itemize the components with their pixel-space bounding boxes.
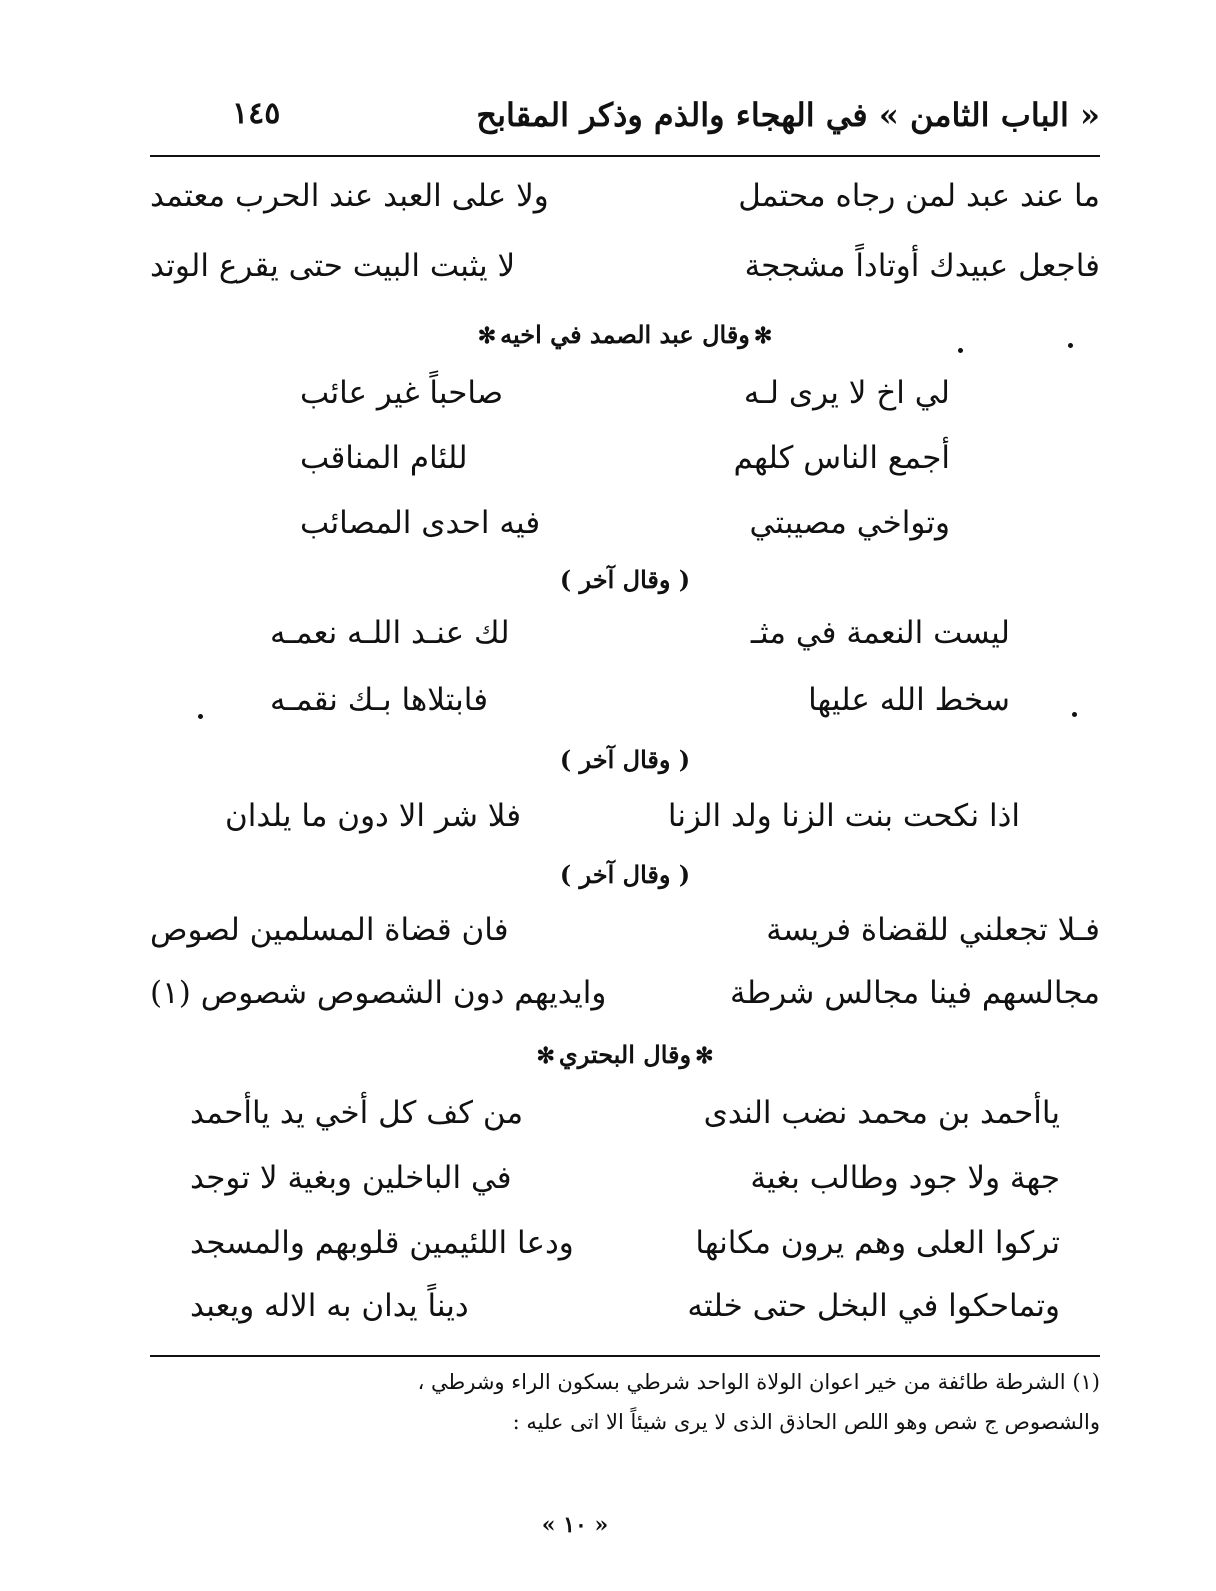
section-heading: [150, 1040, 1100, 1069]
verse-first-hemistich: مجالسهم فينا مجالس شرطة: [729, 975, 1100, 1011]
footnote-line: والشصوص ج شص وهو اللص الحاذق الذى لا يرى شيئاً الا اتى عليه :: [512, 1410, 1100, 1434]
verse-first-hemistich: جهة ولا جود وطالب بغية: [750, 1160, 1060, 1196]
print-speck: [1068, 343, 1073, 348]
asterisk-ornament-icon: ✻: [477, 323, 497, 349]
verse-first-hemistich: ما عند عبد لمن رجاه محتمل: [738, 178, 1100, 214]
verse-line: [150, 248, 1100, 308]
section-heading-text: ( وقال آخر ): [559, 860, 691, 889]
verse-second-hemistich: ودعا اللئيمين قلوبهم والمسجد: [190, 1225, 574, 1261]
asterisk-ornament-icon: ✻: [695, 1043, 714, 1069]
section-heading-text: ( وقال آخر ): [559, 565, 691, 594]
verse-first-hemistich: سخط الله عليها: [808, 682, 1010, 718]
verse-first-hemistich: وتواخي مصيبتي: [749, 505, 950, 541]
section-heading: [150, 565, 1100, 594]
verse-second-hemistich: فيه احدى المصائب: [300, 505, 541, 541]
verse-first-hemistich: فاجعل عبيدك أوتاداً مشججة: [744, 248, 1100, 284]
verse-second-hemistich: صاحباً غير عائب: [300, 375, 504, 411]
verse-line: [150, 178, 1100, 238]
verse-line: [150, 615, 1100, 675]
verse-second-hemistich: فان قضاة المسلمين لصوص: [150, 912, 509, 948]
verse-line: [150, 798, 1100, 858]
footnote-line: (١) الشرطة طائفة من خير اعوان الولاة الواحد شرطي بسكون الراء وشرطي ،: [417, 1370, 1100, 1394]
verse-first-hemistich: ياأحمد بن محمد نضب الندى: [703, 1095, 1060, 1131]
verse-first-hemistich: وتماحكوا في البخل حتى خلته: [687, 1288, 1060, 1324]
verse-line: [150, 505, 1100, 565]
section-heading-text: وقال البحتري: [558, 1040, 692, 1069]
verse-first-hemistich: اذا نكحت بنت الزنا ولد الزنا: [667, 798, 1020, 834]
verse-line: [150, 1095, 1100, 1155]
verse-first-hemistich: أجمع الناس كلهم: [733, 440, 950, 476]
section-heading-text: وقال عبد الصمد في اخيه: [500, 320, 750, 349]
verse-line: [150, 682, 1100, 742]
verse-first-hemistich: فـلا تجعلني للقضاة فريسة: [766, 912, 1100, 948]
verse-second-hemistich: لا يثبت البيت حتى يقرع الوتد: [150, 248, 516, 284]
verse-second-hemistich: ديناً يدان به الاله ويعبد: [190, 1288, 469, 1324]
signature-mark: « ١٠ »: [541, 1512, 609, 1538]
print-speck: [958, 348, 963, 353]
verse-second-hemistich: فلا شر الا دون ما يلدان: [225, 798, 522, 834]
asterisk-ornament-icon: ✻: [753, 323, 773, 349]
verse-line: [150, 912, 1100, 972]
verse-first-hemistich: لي اخ لا يرى لـه: [743, 375, 950, 411]
header-rule: [150, 155, 1100, 157]
page-number: ١٤٥: [232, 96, 281, 131]
verse-line: [150, 975, 1100, 1035]
verse-first-hemistich: تركوا العلى وهم يرون مكانها: [695, 1225, 1060, 1261]
verse-line: [150, 375, 1100, 435]
print-speck: [1072, 712, 1077, 717]
verse-first-hemistich: ليست النعمة في مثـ: [750, 615, 1010, 651]
verse-second-hemistich: من كف كل أخي يد ياأحمد: [190, 1095, 524, 1131]
verse-line: [150, 1225, 1100, 1285]
verse-line: [150, 440, 1100, 500]
footnote-rule: [150, 1355, 1100, 1357]
verse-second-hemistich: وايديهم دون الشصوص شصوص (١): [150, 975, 607, 1011]
verse-second-hemistich: ولا على العبد عند الحرب معتمد: [150, 178, 549, 214]
footnote: [140, 1362, 1100, 1442]
print-speck: [198, 714, 203, 719]
verse-line: [150, 1160, 1100, 1220]
verse-second-hemistich: لك عنـد اللـه نعمـه: [270, 615, 510, 651]
section-heading: [150, 745, 1100, 774]
verse-second-hemistich: في الباخلين وبغية لا توجد: [190, 1160, 512, 1196]
section-heading: [150, 320, 1100, 349]
asterisk-ornament-icon: ✻: [536, 1043, 555, 1069]
section-heading-text: ( وقال آخر ): [559, 745, 691, 774]
verse-line: [150, 1288, 1100, 1348]
verse-second-hemistich: فابتلاها بـك نقمـه: [270, 682, 489, 718]
section-heading: [150, 860, 1100, 889]
chapter-title: « الباب الثامن » في الهجاء والذم وذكر المقابح: [476, 96, 1100, 134]
running-header: [150, 96, 1100, 148]
verse-second-hemistich: للئام المناقب: [300, 440, 468, 476]
